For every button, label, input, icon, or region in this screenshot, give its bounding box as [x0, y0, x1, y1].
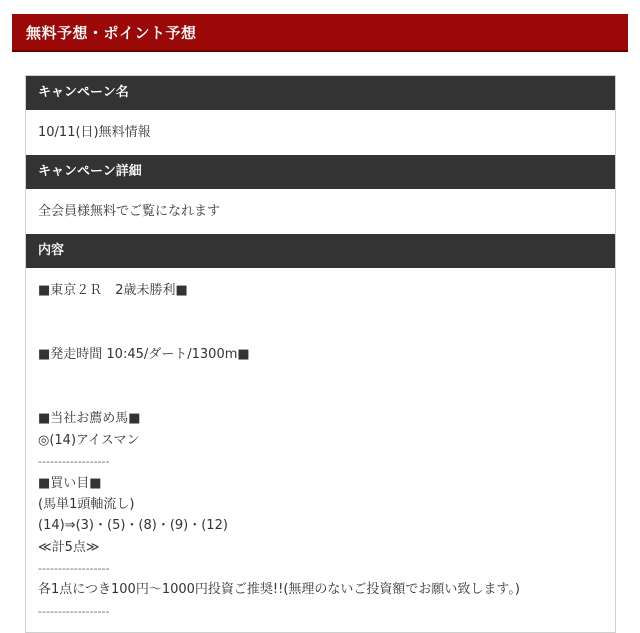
campaign-detail-header: キャンペーン詳細	[26, 155, 615, 189]
campaign-name-value: 10/11(日)無料情報	[38, 125, 151, 140]
campaign-detail-value: 全会員様無料でご覧になれます	[38, 204, 221, 219]
bet-type: (馬単1頭軸流し)	[38, 496, 135, 512]
campaign-name-header: キャンペーン名	[26, 76, 615, 110]
bet-heading: ■買い目■	[38, 475, 102, 491]
bet-combination: (14)⇒(3)・(5)・(8)・(9)・(12)	[38, 518, 228, 534]
blank-line	[38, 323, 615, 344]
recommended-horse-heading: ■当社お薦め馬■	[38, 411, 141, 427]
blank-line	[38, 301, 615, 322]
divider-line: ------------------	[38, 455, 110, 469]
campaign-info-table	[25, 75, 616, 633]
start-time-line: ■発走時間 10:45/ダート/1300m■	[38, 347, 250, 363]
divider-line: ------------------	[38, 562, 110, 576]
investment-note: 各1点につき100円〜1000円投資ご推奨!!(無理のないご投資額でお願い致します。)	[38, 582, 520, 598]
divider-line: ------------------	[38, 604, 110, 618]
content-header: 内容	[26, 234, 615, 268]
page-title: 無料予想・ポイント予想	[12, 14, 628, 52]
race-title-line: ■東京２Ｒ 2歳未勝利■	[38, 283, 188, 298]
blank-line	[38, 387, 615, 408]
blank-line	[38, 366, 615, 387]
recommended-horse: ◎(14)アイスマン	[38, 432, 140, 448]
content-body	[26, 268, 615, 632]
bet-total: ≪計5点≫	[38, 539, 100, 555]
